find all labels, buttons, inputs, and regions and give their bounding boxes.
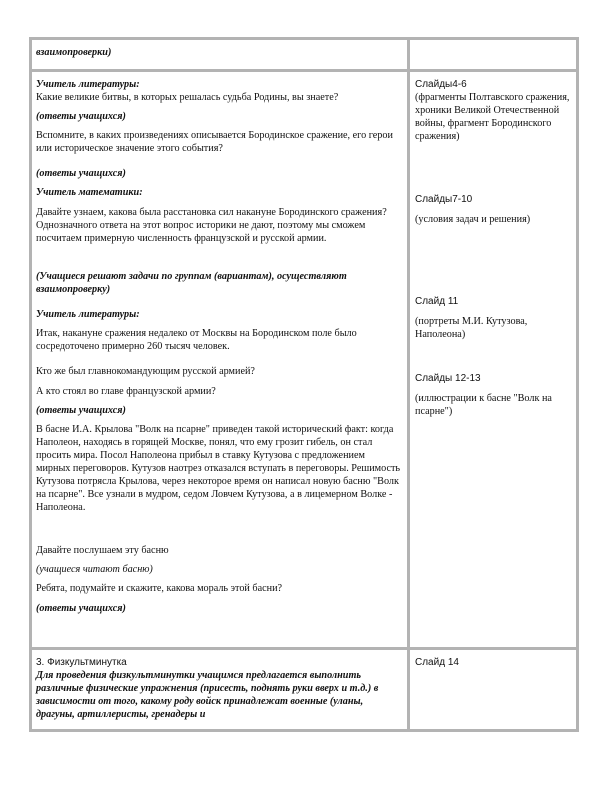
teacher-literature-label: Учитель литературы: [36, 79, 140, 90]
paragraph: Итак, накануне сражения недалеко от Москвы на Бородинском поле было сосредоточено примерно 260 тысяч человек. [36, 328, 357, 352]
row3-left-cell [32, 650, 410, 729]
row1-right-cell [410, 40, 576, 72]
question: Кто же был главнокомандующим русской армией? [36, 366, 255, 377]
students-answers: (ответы учащихся) [36, 603, 126, 614]
paragraph: Давайте послушаем эту басню [36, 545, 169, 556]
slides-description: (иллюстрации к басне "Волк на псарне") [415, 393, 552, 417]
question: Ребята, подумайте и скажите, какова мораль этой басни? [36, 583, 283, 594]
students-answers: (ответы учащихся) [36, 111, 126, 122]
slides-description: (условия задач и решения) [415, 214, 531, 225]
teacher-math-label: Учитель математики: [36, 187, 143, 198]
row2-right-cell [410, 72, 576, 650]
section-text: Для проведения физкультминутки учащимся предлагается выполнить различные физические упражнения (присесть, поднять руки вверх и т.д.) в зависимости от того, какому роду войск принадлежат военные (уланы, драгуны, артиллеристы, гренадеры и [36, 670, 379, 720]
fable-paragraph: В басне И.А. Крылова "Волк на псарне" приведен такой исторический факт: когда Наполеон, находясь в горящей Москве, понял, что ему грозит гибель, он стал просить мира. Посол Наполеона прибыл в ставку Кутузова с предложением мирных переговоров. Кутузов наотрез отказался вступать в переговоры. Решимость Кутузова потрясла Крылова, через некоторое время он написал новую басню "Волк на псарне". Все узнали в мудром, седом Ловчем Кутузова, а в лицемерном Волке - Наполеона. [36, 424, 401, 513]
paragraph: Давайте узнаем, какова была расстановка сил накануне Бородинского сражения? Однозначного ответа на этот вопрос историки не дают, поэтому мы сможем посчитаем примерную численность французской и русской армии. [36, 207, 387, 244]
paragraph: Вспомните, в каких произведениях описывается Бородинское сражение, его герои или историческое значение этого события? [36, 130, 393, 154]
slides-label: Слайд 11 [415, 296, 459, 307]
row3-right-cell [410, 650, 576, 729]
section-title: 3. Физкультминутка [36, 657, 127, 668]
students-answers: (ответы учащихся) [36, 168, 126, 179]
row1-left-cell [32, 40, 410, 72]
students-reading-note: (учащиеся читают басню) [36, 564, 153, 575]
slides-label: Слайд 14 [415, 657, 459, 668]
students-answers: (ответы учащихся) [36, 405, 126, 416]
paragraph: Какие великие битвы, в которых решалась судьба Родины, вы знаете? [36, 92, 339, 103]
lesson-table [29, 37, 579, 732]
slides-label: Слайды7-10 [415, 194, 473, 205]
question: А кто стоял во главе французской армии? [36, 386, 216, 397]
teacher-literature-label: Учитель литературы: [36, 309, 140, 320]
row1-left-text: взаимопроверки) [36, 47, 112, 58]
slides-description: (фрагменты Полтавского сражения, хроники Великой Отечественной войны, фрагмент Бородинского сражения) [415, 92, 570, 142]
slides-label: Слайды4-6 [415, 79, 467, 90]
students-task-note: (Учащиеся решают задачи по группам (вариантам), осуществляют взаимопроверку) [36, 271, 347, 295]
row2-left-cell [32, 72, 410, 650]
slides-description: (портреты М.И. Кутузова, Наполеона) [415, 316, 528, 340]
slides-label: Слайды 12-13 [415, 373, 481, 384]
